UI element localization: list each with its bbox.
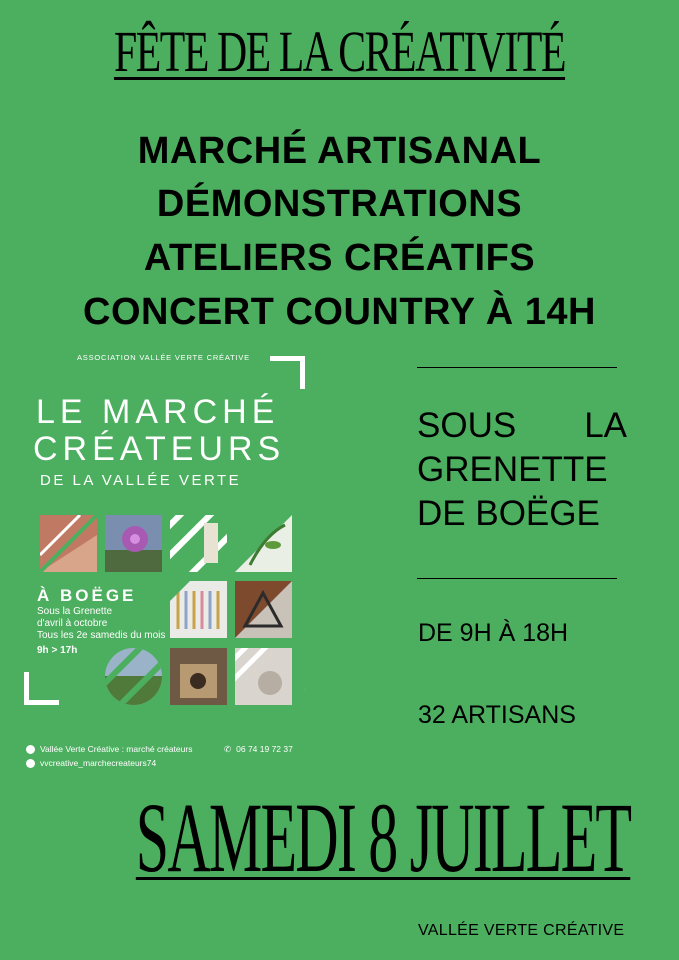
flyer-place: À BOËGE bbox=[37, 586, 137, 605]
flyer-info-line1: Sous la Grenette bbox=[37, 606, 113, 617]
headline-workshops: ATELIERS CRÉATIFS bbox=[143, 237, 536, 279]
photo-tile-bag bbox=[170, 648, 227, 705]
headline-demonstrations: DÉMONSTRATIONS bbox=[156, 183, 523, 225]
poster-title: FÊTE DE LA CRÉATIVITÉ bbox=[113, 19, 566, 84]
photo-tile-landscape bbox=[105, 648, 162, 705]
location-block bbox=[417, 404, 627, 536]
flyer-title-line3: DE LA VALLÉE VERTE bbox=[40, 472, 242, 489]
flyer-hours: 9h > 17h bbox=[37, 645, 78, 656]
flyer-info-line3: Tous les 2e samedis du mois bbox=[37, 630, 166, 641]
divider-top bbox=[417, 367, 617, 368]
location-word-sous: SOUS bbox=[417, 406, 517, 445]
flyer-info-line2: d'avril à octobre bbox=[37, 618, 108, 629]
artisans-count: 32 ARTISANS bbox=[418, 701, 576, 729]
flyer-title-line2: CRÉATEURS bbox=[33, 430, 286, 468]
location-line2: GRENETTE bbox=[417, 450, 608, 489]
flyer-instagram bbox=[26, 758, 156, 768]
photo-tile-hands bbox=[40, 515, 97, 572]
corner-frame-bottom-left bbox=[24, 672, 59, 705]
photo-tile-striped-1 bbox=[170, 515, 227, 572]
photo-tile-bracelets bbox=[170, 581, 227, 638]
flyer-phone bbox=[224, 744, 293, 755]
flyer-association: ASSOCIATION VALLÉE VERTE CRÉATIVE bbox=[77, 353, 250, 362]
photo-tile-plant bbox=[235, 515, 292, 572]
event-date: SAMEDI 8 JUILLET bbox=[135, 782, 631, 893]
phone-text: 06 74 19 72 37 bbox=[236, 744, 293, 754]
photo-tile-metal-art bbox=[235, 581, 292, 638]
flyer-print-credit: · bbox=[302, 688, 307, 690]
flyer-title-line1: LE MARCHÉ bbox=[36, 393, 280, 431]
phone-icon: ✆ bbox=[224, 744, 232, 754]
photo-tile-flower bbox=[105, 515, 162, 572]
footer-organizer: VALLÉE VERTE CRÉATIVE bbox=[418, 922, 625, 939]
photo-tile-striped-2 bbox=[235, 648, 292, 705]
facebook-icon bbox=[26, 745, 35, 754]
facebook-text: Vallée Verte Créative : marché créateurs bbox=[40, 744, 193, 754]
corner-frame-top-right bbox=[270, 356, 305, 389]
location-word-la: LA bbox=[584, 406, 627, 445]
location-line3: DE BOËGE bbox=[417, 494, 600, 533]
flyer-facebook bbox=[26, 744, 192, 754]
instagram-text: vvcreative_marchecreateurs74 bbox=[40, 758, 157, 768]
event-hours: DE 9H À 18H bbox=[418, 619, 569, 647]
headline-concert: CONCERT COUNTRY À 14H bbox=[83, 291, 596, 333]
divider-bottom bbox=[417, 578, 617, 579]
headline-market: MARCHÉ ARTISANAL bbox=[137, 130, 542, 172]
instagram-icon bbox=[26, 759, 35, 768]
